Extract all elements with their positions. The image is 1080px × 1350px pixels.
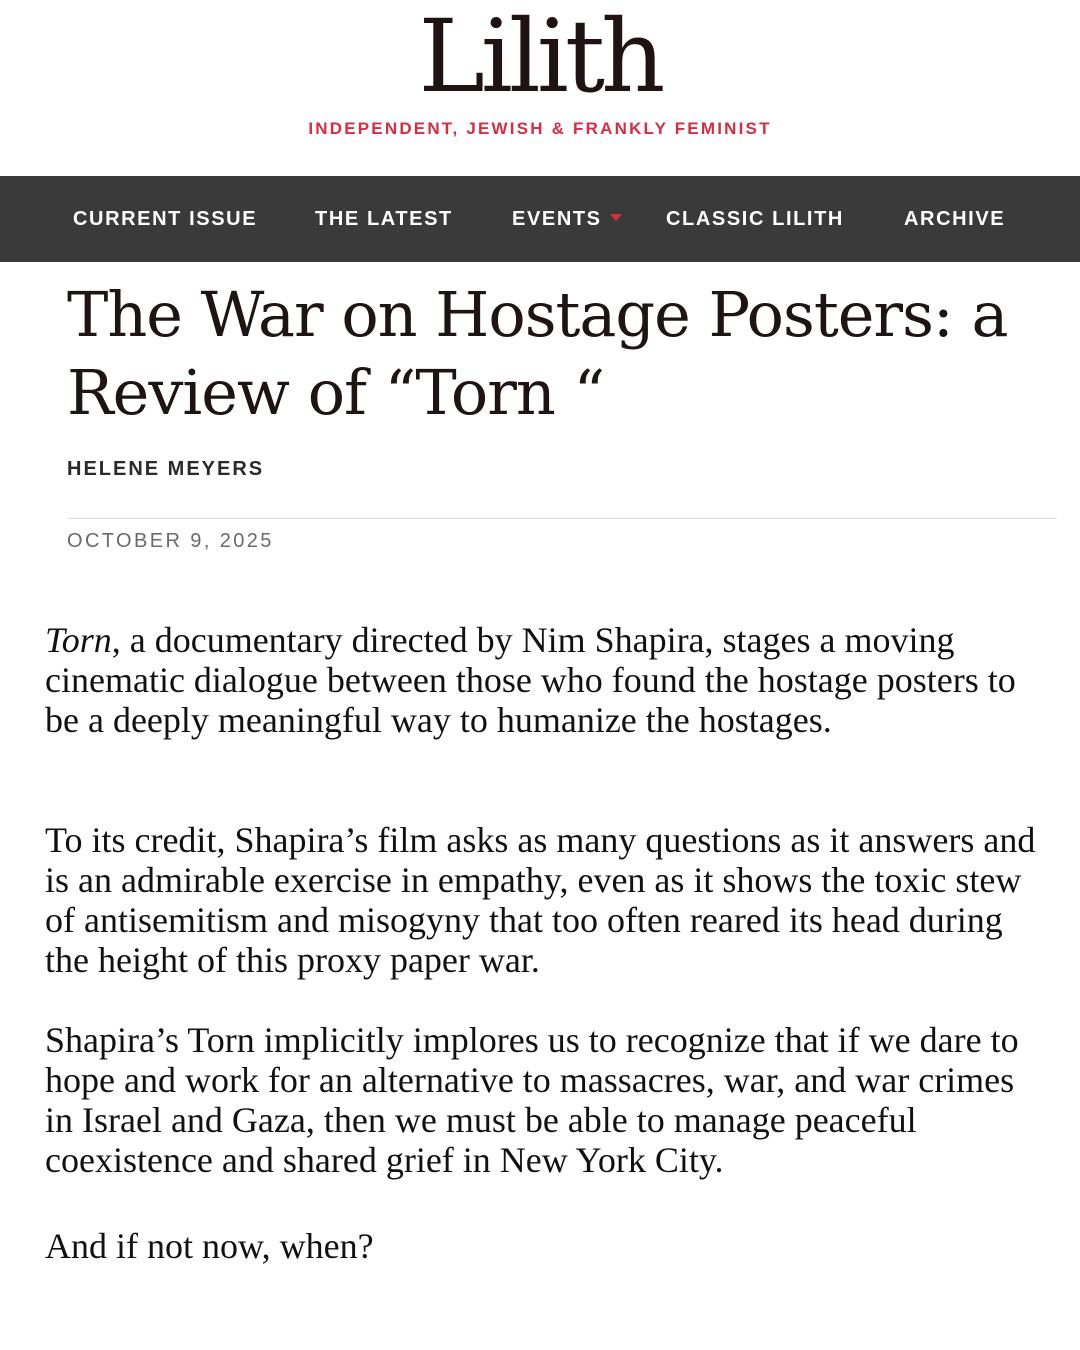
article-paragraph-2: To its credit, Shapira’s film asks as many questions as it answers and is an admirable exercise in empathy, even as it shows the toxic stew of antisemitism and misogyny that too often reared its head during the height of this proxy paper war. [45, 820, 1036, 980]
nav-the-latest[interactable]: THE LATEST [315, 208, 453, 230]
caret-down-icon [610, 214, 622, 221]
article-paragraph-4: And if not now, when? [45, 1226, 374, 1266]
nav-events-label: EVENTS [512, 208, 602, 230]
paragraph-1-text: , a documentary directed by Nim Shapira, stages a moving cinematic dialogue between those who found the hostage posters to be a deeply meaningful way to humanize the hostages. [45, 620, 1016, 740]
article-paragraph-3: Shapira’s Torn implicitly implores us to recognize that if we dare to hope and work for an alternative to massacres, war, and war crimes in Israel and Gaza, then we must be able to manage peaceful coexistence and shared grief in New York City. [45, 1020, 1019, 1180]
article-date: OCTOBER 9, 2025 [67, 530, 274, 552]
article-paragraph-1 [45, 620, 1045, 740]
nav-archive[interactable]: ARCHIVE [904, 208, 1006, 230]
nav-events[interactable] [512, 176, 622, 262]
film-title-italic: Torn [45, 620, 112, 660]
site-tagline: INDEPENDENT, JEWISH & FRANKLY FEMINIST [308, 119, 772, 138]
main-nav [0, 176, 1080, 262]
article-title [67, 276, 1057, 432]
masthead [0, 0, 1080, 176]
nav-current-issue[interactable]: CURRENT ISSUE [73, 208, 258, 230]
nav-classic-lilith[interactable]: CLASSIC LILITH [666, 208, 844, 230]
article-author[interactable]: HELENE MEYERS [67, 458, 265, 480]
site-logo[interactable]: Lilith [418, 0, 662, 115]
article-title-line1: The War on Hostage Posters: a [67, 278, 1008, 351]
article-title-line2: Review of “Torn “ [67, 356, 605, 429]
byline-divider [67, 518, 1057, 519]
